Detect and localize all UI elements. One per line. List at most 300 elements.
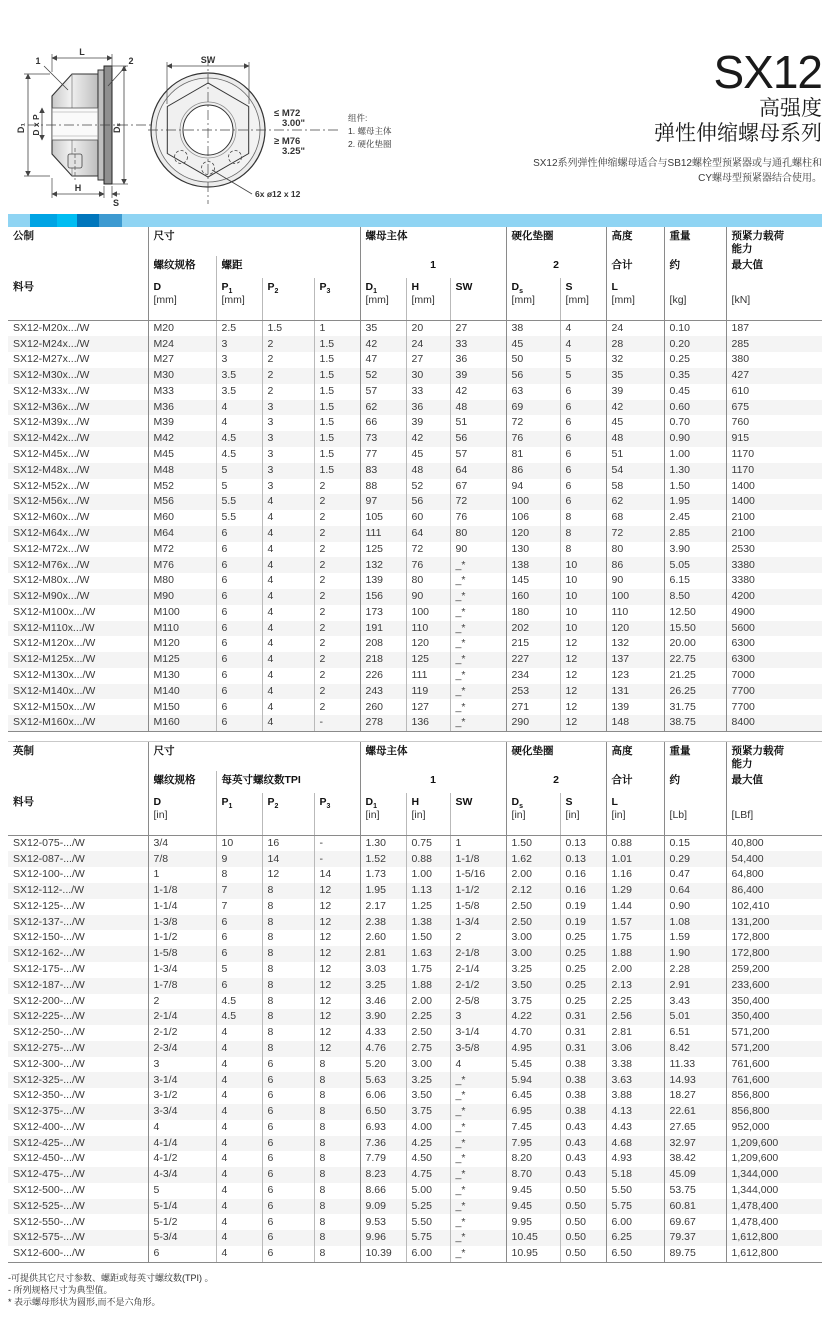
value-cell: 4 — [216, 1151, 262, 1167]
column-header-p3: $P_3$ — [314, 793, 360, 835]
value-cell: 12 — [314, 915, 360, 931]
value-cell: 10.95 — [506, 1246, 560, 1262]
part-number-cell: SX12-M36x.../W — [13, 400, 90, 413]
value-cell: 4 — [216, 1214, 262, 1230]
value-cell: 0.50 — [560, 1183, 606, 1199]
sub-header-max: 最大值 — [726, 256, 822, 278]
value-cell: 0.75 — [406, 835, 450, 851]
dim-d1-label: D₁ — [16, 122, 26, 134]
value-cell: 2-1/2 — [450, 978, 506, 994]
value-cell: 1,209,600 — [726, 1151, 822, 1167]
value-cell: 1 — [450, 835, 506, 851]
value-cell: 2 — [314, 494, 360, 510]
value-cell: 0.25 — [560, 946, 606, 962]
value-cell: 1.00 — [406, 867, 450, 883]
value-cell: 4 — [216, 415, 262, 431]
value-cell: 120 — [606, 621, 664, 637]
value-cell: 7000 — [726, 668, 822, 684]
dim-s-label: S — [112, 198, 120, 208]
value-cell: 7.36 — [360, 1136, 406, 1152]
part-number-cell: SX12-475-.../W — [13, 1168, 85, 1181]
series-subtitle-type: 弹性伸缩螺母系列 — [654, 122, 822, 146]
value-cell: 3.43 — [664, 994, 726, 1010]
part-number-cell: SX12-M160x.../W — [8, 715, 148, 731]
value-cell: 9.45 — [506, 1183, 560, 1199]
value-cell: 54 — [606, 463, 664, 479]
value-cell: 73 — [360, 431, 406, 447]
part-number-cell: SX12-M20x.../W — [13, 321, 90, 334]
value-cell: 6 — [216, 589, 262, 605]
value-cell: 130 — [506, 542, 560, 558]
value-cell: 761,600 — [726, 1057, 822, 1073]
value-cell: 6.93 — [360, 1120, 406, 1136]
table-row — [8, 883, 822, 899]
part-number-cell: SX12-M100x.../W — [13, 605, 96, 618]
value-cell: 6 — [216, 605, 262, 621]
value-cell: 5.45 — [506, 1057, 560, 1073]
title-block — [533, 48, 822, 186]
value-cell: 160 — [506, 589, 560, 605]
unit-system-label: 公制 — [13, 230, 34, 242]
value-cell: 2.75 — [406, 1041, 450, 1057]
part-number-cell: SX12-375-.../W — [13, 1105, 85, 1118]
value-cell: 72 — [450, 494, 506, 510]
components-legend — [348, 112, 391, 152]
group-header-height: 高度 — [606, 742, 664, 771]
value-cell: 45 — [506, 336, 560, 352]
value-cell: 4200 — [726, 589, 822, 605]
value-cell: 4.00 — [406, 1120, 450, 1136]
column-header-ds: $D_s$ [mm] — [506, 278, 560, 320]
value-cell: 38 — [506, 320, 560, 336]
value-cell: 7.45 — [506, 1120, 560, 1136]
value-cell: 0.19 — [560, 899, 606, 915]
dimension-DxP — [31, 108, 42, 140]
value-cell: 12 — [314, 1025, 360, 1041]
value-cell: 260 — [360, 699, 406, 715]
value-cell: 9.95 — [506, 1214, 560, 1230]
column-header-p2: $P_2$ — [262, 793, 314, 835]
value-cell: 8 — [262, 930, 314, 946]
value-cell: 6 — [262, 1214, 314, 1230]
value-cell: 278 — [360, 715, 406, 731]
value-cell: 12 — [314, 978, 360, 994]
value-cell: 2.00 — [506, 867, 560, 883]
value-cell: 5 — [216, 479, 262, 495]
value-cell: 68 — [606, 510, 664, 526]
value-cell: 110 — [606, 605, 664, 621]
value-cell: 4 — [216, 400, 262, 416]
value-cell: 1,344,000 — [726, 1183, 822, 1199]
table-row — [8, 1183, 822, 1199]
table-row — [8, 1041, 822, 1057]
value-cell: 5 — [216, 962, 262, 978]
value-cell: 1400 — [726, 494, 822, 510]
value-cell: 4 — [262, 605, 314, 621]
value-cell: 1.95 — [664, 494, 726, 510]
value-cell: M42 — [148, 431, 216, 447]
value-cell: 3.90 — [360, 1009, 406, 1025]
value-cell: 81 — [506, 447, 560, 463]
value-cell: 6.00 — [606, 1214, 664, 1230]
value-cell: 2.25 — [606, 994, 664, 1010]
value-cell: _* — [450, 1199, 506, 1215]
thread-small-inch: 3.00" — [282, 118, 305, 129]
value-cell: 2 — [314, 621, 360, 637]
part-number-cell: SX12-M42x.../W — [13, 432, 90, 445]
value-cell: 4 — [216, 1183, 262, 1199]
column-header-p3: $P_3$ — [314, 278, 360, 320]
value-cell: 72 — [406, 542, 450, 558]
value-cell: 0.50 — [560, 1214, 606, 1230]
value-cell: 380 — [726, 352, 822, 368]
value-cell: 5-3/4 — [148, 1230, 216, 1246]
value-cell: 14.93 — [664, 1072, 726, 1088]
part-number-cell: SX12-450-.../W — [13, 1152, 85, 1165]
column-header-lbf: [LBf] — [726, 793, 822, 835]
table-row — [8, 336, 822, 352]
value-cell: 132 — [360, 557, 406, 573]
value-cell: 0.50 — [560, 1246, 606, 1262]
value-cell: M27 — [148, 352, 216, 368]
value-cell: 4 — [216, 1104, 262, 1120]
unit-system-label: 英制 — [13, 745, 34, 757]
group-header-washer: 硬化垫圈 — [506, 742, 606, 771]
value-cell: 4.75 — [406, 1167, 450, 1183]
value-cell: 0.38 — [560, 1088, 606, 1104]
value-cell: 4 — [216, 1072, 262, 1088]
value-cell: 1170 — [726, 447, 822, 463]
value-cell: 6 — [262, 1136, 314, 1152]
value-cell: 1-1/2 — [450, 883, 506, 899]
value-cell: 6.45 — [506, 1088, 560, 1104]
value-cell: 3.00 — [406, 1057, 450, 1073]
value-cell: 0.43 — [560, 1151, 606, 1167]
value-cell: 138 — [506, 557, 560, 573]
value-cell: 0.43 — [560, 1136, 606, 1152]
value-cell: 6 — [216, 621, 262, 637]
value-cell: 8 — [314, 1072, 360, 1088]
value-cell: 1-1/8 — [450, 851, 506, 867]
value-cell: 76 — [450, 510, 506, 526]
value-cell: 4 — [560, 320, 606, 336]
table-row — [8, 962, 822, 978]
column-header-kg: [kg] — [664, 278, 726, 320]
value-cell: 2 — [314, 652, 360, 668]
footnote-3: * 表示螺母形状为圆形,而不是六角形。 — [8, 1297, 161, 1308]
value-cell: 4 — [262, 699, 314, 715]
value-cell: 2.60 — [360, 930, 406, 946]
value-cell: 5.00 — [406, 1183, 450, 1199]
value-cell: 4 — [560, 336, 606, 352]
value-cell: 6 — [262, 1151, 314, 1167]
column-header-sw: SW — [450, 278, 506, 320]
value-cell: 3 — [262, 463, 314, 479]
value-cell: 1,612,800 — [726, 1246, 822, 1262]
value-cell: M20 — [148, 320, 216, 336]
value-cell: 2 — [314, 479, 360, 495]
value-cell: 12 — [314, 994, 360, 1010]
value-cell: 2 — [314, 636, 360, 652]
value-cell: 90 — [406, 589, 450, 605]
table-row — [8, 526, 822, 542]
value-cell: 6.50 — [360, 1104, 406, 1120]
value-cell: 51 — [606, 447, 664, 463]
value-cell: 80 — [406, 573, 450, 589]
value-cell: 39 — [406, 415, 450, 431]
value-cell: 4 — [216, 1167, 262, 1183]
value-cell: 6 — [560, 400, 606, 416]
part-number-cell: SX12-M33x.../W — [13, 384, 90, 397]
column-header-p2: $P_2$ — [262, 278, 314, 320]
thread-small-label: ≤ M72 — [274, 108, 301, 119]
part-number-cell: SX12-087-.../W — [13, 852, 85, 865]
value-cell: 5.94 — [506, 1072, 560, 1088]
value-cell: 5.25 — [406, 1199, 450, 1215]
value-cell: 4 — [216, 1057, 262, 1073]
group-header-preload: 预紧力载荷能力 — [726, 227, 822, 256]
value-cell: 40,800 — [726, 835, 822, 851]
value-cell: 6 — [216, 978, 262, 994]
value-cell: 2.25 — [406, 1009, 450, 1025]
value-cell: 86 — [606, 557, 664, 573]
table-row — [8, 320, 822, 336]
value-cell: _* — [450, 636, 506, 652]
value-cell: 0.19 — [560, 915, 606, 931]
value-cell: _* — [450, 1136, 506, 1152]
value-cell: 187 — [726, 320, 822, 336]
part-number-cell: SX12-250-.../W — [13, 1026, 85, 1039]
value-cell: 64 — [450, 463, 506, 479]
column-header-d: D [in] — [148, 793, 216, 835]
value-cell: 132 — [606, 636, 664, 652]
group-header-washer: 硬化垫圈 — [506, 227, 606, 256]
value-cell: 4 — [148, 1120, 216, 1136]
value-cell: 27 — [450, 320, 506, 336]
value-cell: 1.90 — [664, 946, 726, 962]
value-cell: 1.08 — [664, 915, 726, 931]
value-cell: 79.37 — [664, 1230, 726, 1246]
value-cell: 31.75 — [664, 699, 726, 715]
value-cell: 1.73 — [360, 867, 406, 883]
table-row — [8, 994, 822, 1010]
metric-table-section — [8, 227, 822, 732]
part-number-cell: SX12-M72x.../W — [13, 542, 90, 555]
value-cell: 0.15 — [664, 835, 726, 851]
value-cell: 7 — [216, 899, 262, 915]
group-header-nut-body: 螺母主体 — [360, 227, 506, 256]
dim-dxp-label: D x P — [31, 114, 41, 136]
value-cell: 6 — [262, 1183, 314, 1199]
value-cell: 36 — [406, 400, 450, 416]
value-cell: 227 — [506, 652, 560, 668]
value-cell: 4 — [216, 1199, 262, 1215]
part-number-cell: SX12-187-.../W — [13, 978, 85, 991]
value-cell: 2 — [262, 368, 314, 384]
sub-header-nut-number: 1 — [360, 771, 506, 793]
value-cell: 8 — [314, 1104, 360, 1120]
part-number-cell: SX12-M130x.../W — [13, 668, 96, 681]
value-cell: M160 — [148, 715, 216, 731]
table-row — [8, 557, 822, 573]
value-cell: 3.5 — [216, 368, 262, 384]
dim-l-label: L — [79, 47, 85, 57]
value-cell: 123 — [606, 668, 664, 684]
table-row — [8, 463, 822, 479]
table-row — [8, 1120, 822, 1136]
footnote-2: - 所列规格尺寸为典型值。 — [8, 1285, 113, 1296]
value-cell: 8 — [314, 1057, 360, 1073]
value-cell: 0.38 — [560, 1057, 606, 1073]
value-cell: 2.45 — [664, 510, 726, 526]
accent-bar — [8, 214, 822, 227]
value-cell: 6 — [560, 494, 606, 510]
value-cell: 4 — [262, 652, 314, 668]
value-cell: 233,600 — [726, 978, 822, 994]
value-cell: 6 — [262, 1246, 314, 1262]
value-cell: 1-3/8 — [148, 915, 216, 931]
table-row — [8, 589, 822, 605]
value-cell: 15.50 — [664, 621, 726, 637]
value-cell: 3.38 — [606, 1057, 664, 1073]
value-cell: 6 — [216, 668, 262, 684]
value-cell: 5.5 — [216, 510, 262, 526]
dim-ds-label: Dₛ — [112, 123, 122, 133]
value-cell: 76 — [506, 431, 560, 447]
value-cell: 6 — [262, 1167, 314, 1183]
value-cell: 12 — [560, 652, 606, 668]
value-cell: 285 — [726, 336, 822, 352]
group-header-size: 尺寸 — [148, 742, 360, 771]
value-cell: 8 — [262, 994, 314, 1010]
value-cell: 1-5/8 — [450, 899, 506, 915]
table-row — [8, 415, 822, 431]
value-cell: 62 — [606, 494, 664, 510]
value-cell: 4 — [216, 1136, 262, 1152]
value-cell: 172,800 — [726, 930, 822, 946]
value-cell: 4 — [262, 668, 314, 684]
value-cell: 139 — [606, 699, 664, 715]
value-cell: 8 — [314, 1183, 360, 1199]
value-cell: 4 — [216, 1025, 262, 1041]
value-cell: 1.52 — [360, 851, 406, 867]
value-cell: 2-1/2 — [148, 1025, 216, 1041]
value-cell: 97 — [360, 494, 406, 510]
value-cell: 3.25 — [506, 962, 560, 978]
value-cell: 67 — [450, 479, 506, 495]
part-number-cell: SX12-M110x.../W — [13, 621, 95, 634]
value-cell: 48 — [450, 400, 506, 416]
front-view-drawing — [146, 44, 342, 210]
part-number-cell: SX12-400-.../W — [13, 1120, 85, 1133]
value-cell: 105 — [360, 510, 406, 526]
dim-sw-label: SW — [200, 55, 216, 65]
value-cell: 10 — [560, 589, 606, 605]
value-cell: 100 — [406, 605, 450, 621]
table-row — [8, 352, 822, 368]
value-cell: 8 — [262, 1009, 314, 1025]
value-cell: M56 — [148, 494, 216, 510]
series-subtitle-strength: 高强度 — [759, 97, 822, 121]
value-cell: 0.70 — [664, 415, 726, 431]
value-cell: 1.5 — [314, 415, 360, 431]
value-cell: 4 — [262, 589, 314, 605]
value-cell: _* — [450, 1246, 506, 1262]
value-cell: 6.15 — [664, 573, 726, 589]
sub-header-pitch: 每英寸螺纹数TPI — [216, 771, 360, 793]
value-cell: 12 — [314, 1041, 360, 1057]
part-number-cell: SX12-425-.../W — [13, 1136, 85, 1149]
value-cell: 1.95 — [360, 883, 406, 899]
value-cell: 5 — [560, 368, 606, 384]
value-cell: 1.16 — [606, 867, 664, 883]
value-cell: 156 — [360, 589, 406, 605]
value-cell: 12.50 — [664, 605, 726, 621]
value-cell: 2 — [262, 336, 314, 352]
value-cell: 1-5/16 — [450, 867, 506, 883]
value-cell: 4.93 — [606, 1151, 664, 1167]
accent-bar-segment-5 — [99, 214, 122, 227]
column-header-p1: $P_1$ [mm] — [216, 278, 262, 320]
value-cell: 6.51 — [664, 1025, 726, 1041]
callout-washer-label: 2 — [128, 56, 134, 66]
value-cell: 3 — [262, 447, 314, 463]
value-cell: 3-5/8 — [450, 1041, 506, 1057]
part-number-cell: SX12-M60x.../W — [13, 511, 90, 524]
table-row — [8, 1151, 822, 1167]
value-cell: 2 — [450, 930, 506, 946]
value-cell: 106 — [506, 510, 560, 526]
value-cell: 6 — [560, 447, 606, 463]
value-cell: 8 — [262, 946, 314, 962]
value-cell: 0.31 — [560, 1025, 606, 1041]
value-cell: 5.20 — [360, 1057, 406, 1073]
value-cell: 180 — [506, 605, 560, 621]
value-cell: 1,209,600 — [726, 1136, 822, 1152]
value-cell: 6.95 — [506, 1104, 560, 1120]
value-cell: 3-1/4 — [450, 1025, 506, 1041]
value-cell: 3380 — [726, 573, 822, 589]
value-cell: 1.30 — [664, 463, 726, 479]
value-cell: 48 — [406, 463, 450, 479]
value-cell: 3.06 — [606, 1041, 664, 1057]
value-cell: 12 — [560, 699, 606, 715]
value-cell: 1170 — [726, 463, 822, 479]
table-row — [8, 368, 822, 384]
part-number-cell: SX12-500-.../W — [13, 1183, 85, 1196]
column-header-p1: $P_1$ — [216, 793, 262, 835]
value-cell: M100 — [148, 605, 216, 621]
value-cell: 5 — [560, 352, 606, 368]
value-cell: 4900 — [726, 605, 822, 621]
value-cell: 2-5/8 — [450, 994, 506, 1010]
value-cell: 86,400 — [726, 883, 822, 899]
value-cell: 8 — [262, 1025, 314, 1041]
value-cell: 3 — [216, 336, 262, 352]
value-cell: 1.63 — [406, 946, 450, 962]
value-cell: 0.29 — [664, 851, 726, 867]
group-header-preload: 预紧力载荷能力 — [726, 742, 822, 771]
value-cell: _* — [450, 684, 506, 700]
value-cell: 6 — [560, 384, 606, 400]
value-cell: 2 — [314, 589, 360, 605]
value-cell: _* — [450, 1120, 506, 1136]
part-number-cell: SX12-M76x.../W — [13, 558, 90, 571]
value-cell: 8 — [314, 1246, 360, 1262]
value-cell: 9.09 — [360, 1199, 406, 1215]
value-cell: 4 — [262, 542, 314, 558]
value-cell: 64 — [406, 526, 450, 542]
